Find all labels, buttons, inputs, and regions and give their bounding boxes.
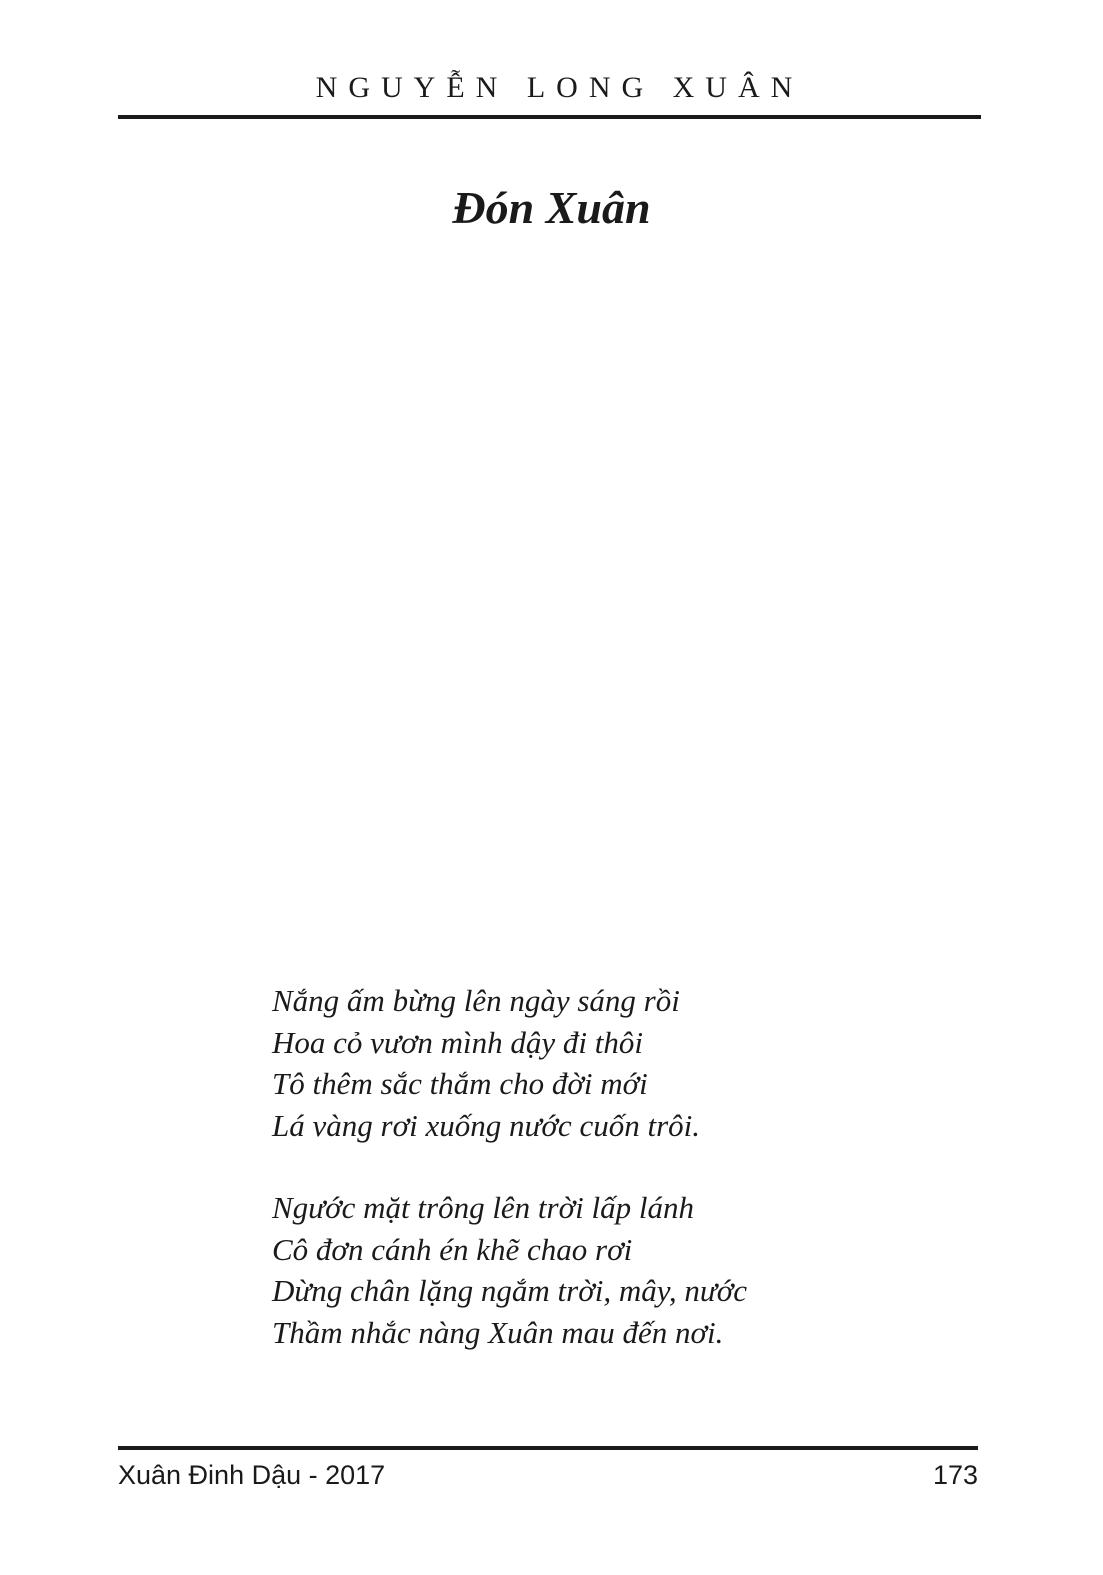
footer-divider bbox=[118, 1446, 978, 1450]
verse-line: Lá vàng rơi xuống nước cuốn trôi. bbox=[272, 1107, 700, 1143]
stanza-1 bbox=[272, 980, 892, 1146]
footer-publication: Xuân Đinh Dậu - 2017 bbox=[118, 1460, 386, 1490]
verse-line: Nắng ấm bừng lên ngày sáng rồi bbox=[272, 983, 680, 1018]
header-divider bbox=[118, 115, 981, 119]
verse-line: Tô thêm sắc thắm cho đời mới bbox=[272, 1066, 648, 1101]
header-author-name: NGUYỄN LONG XUÂN bbox=[315, 71, 804, 104]
verse-line: Thầm nhắc nàng Xuân mau đến nơi. bbox=[272, 1314, 724, 1350]
verse-line: Dừng chân lặng ngắm trời, mây, nước bbox=[272, 1273, 748, 1308]
verse-line: Cô đơn cánh én khẽ chao rơi bbox=[272, 1231, 633, 1267]
stanza-2 bbox=[272, 1187, 892, 1353]
poem-body bbox=[272, 980, 892, 1394]
poem-title: Đón Xuân bbox=[452, 182, 651, 233]
verse-line: Hoa cỏ vươn mình dậy đi thôi bbox=[272, 1024, 643, 1060]
page-number: 173 bbox=[932, 1460, 978, 1490]
verse-line: Ngước mặt trông lên trời lấp lánh bbox=[272, 1190, 694, 1225]
